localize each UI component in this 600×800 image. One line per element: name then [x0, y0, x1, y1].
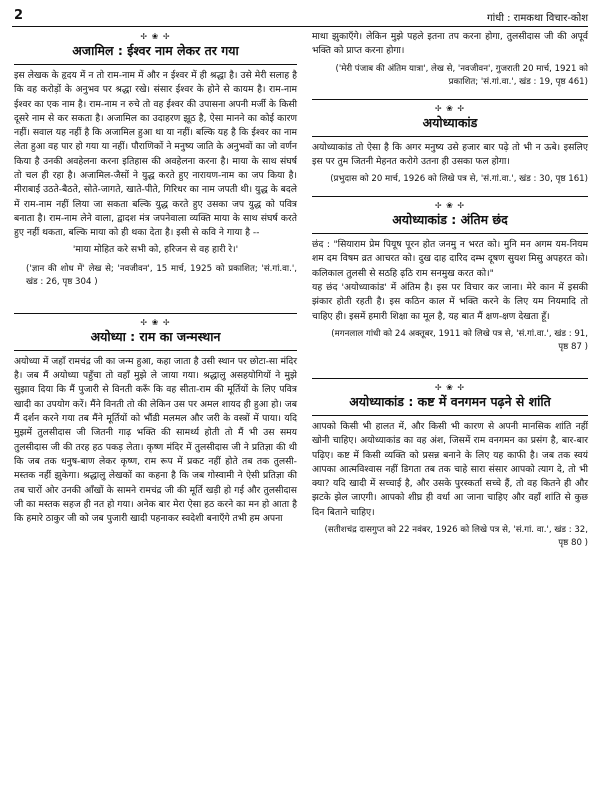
left-column: [14, 30, 297, 526]
verse-chhand: छंद : "सियाराम प्रेम पियूष पूरन होत जनमु न भरत को। मुनि मन अगम यम-नियम शम दम विषम व्रत आचरत को। दुख दाह दारिद दम्भ दूषण सुयश मिसु अपहरत को। कलिकाल तुलसी से सठहि ढ़ठि राम सनमुख करत को।": [312, 239, 588, 279]
header-rule: [12, 26, 588, 27]
section-divider: [312, 99, 588, 100]
source-citation: (मगनलाल गांधी को 24 अक्तूबर, 1911 को लिखे पत्र से, 'सं.गां.वा.', खंड : 91, पृष्ठ 87 ): [331, 328, 588, 352]
source-citation: (सतीशचंद्र दासगुप्त को 22 नवंबर, 1926 को लिखे पत्र से, 'सं.गां. वा.', खंड : 32, पृष्ठ 80 ): [324, 525, 588, 549]
section-title-antim-chhand: अयोध्याकांड : अंतिम छंद: [312, 211, 588, 234]
source-citation: ('मेरी पंजाब की अंतिम यात्रा', लेख से, 'नवजीवन', गुजराती 20 मार्च, 1921 को प्रकाशित; 'सं.गां.वा.', खंड : 19, पृष्ठ 461): [335, 63, 588, 87]
section-body-antim-chhand: यह छंद 'अयोध्याकांड' में अंतिम है। इस पर विचार कर जाना। मेरे कान में इसकी झंकार होती रहती है। इस कठिन काल में भक्ति करने के लिए यम नियमादि तो चाहिए ही। इसमें हमारी शिक्षा का मूल है, यह बात मैं क्षण-क्षण देखता हूँ।: [312, 282, 588, 322]
source-citation: ('ज्ञान की शोध में' लेख से; 'नवजीवन', 15 मार्च, 1925 को प्रकाशित; 'सं.गां.वा.', खंड : 26, पृष्ठ 304 ): [26, 263, 297, 287]
section-title-ayodhyakand: अयोध्याकांड: [312, 114, 588, 137]
running-title: गांधी : रामकथा विचार-कोश: [486, 13, 588, 24]
section-title-vangaman: अयोध्याकांड : कष्ट में वनगमन पढ़ने से शांति: [312, 393, 588, 416]
section-body-vangaman: आपको किसी भी हालत में, और किसी भी कारण से अपनी मानसिक शांति नहीं खोनी चाहिए। अयोध्याकांड का वह अंश, जिसमें राम वनगमन का प्रसंग है, बार-बार पढ़िए। कष्ट में किसी व्यक्ति को प्रसन्न बनाने के लिए यह काफी है। जब तक स्वयं आपका आत्मविश्वास नहीं डिगता तब तक चाहे सारा संसार आपको त्याग दे, तो भी क्या? यदि खादी में सच्चाई है, और उसके पुरस्कर्ता सच्चे हैं, तो वह कितने ही और झटके झेल जाएगी। आपको शीघ्र ही वर्धा आ जाना चाहिए और वहाँ शांति से कुछ दिन बिताने चाहिए।: [312, 420, 588, 518]
section-body-ayodhya: अयोध्या में जहाँ रामचंद्र जी का जन्म हुआ, कहा जाता है उसी स्थान पर छोटा-सा मंदिर है। जब मैं अयोध्या पहुँचा तो वहाँ मुझे ले जाया गया। श्रद्धालु असहयोगियों ने मुझे सुझाव दिया कि मैं पुजारी से विनती करूँ कि वह सीता-राम की मूर्तियों के लिए पवित्र खादी का उपयोग करें। मैंने विनती तो की लेकिन उस पर अमल शायद ही हुआ हो। जब मैं दर्शन करने गया तब मैंने मूर्तियों को भौंडी मलमल और जरी के वस्त्रों में पाया। यदि मुझमें तुलसीदास जी जितनी गाढ़ भक्ति की सामर्थ्य होती तो मैं भी उस समय तुलसीदास जी की तरह हठ पकड़ लेता। कृष्ण मंदिर में तुलसीदास जी ने प्रतिज्ञा की थी कि जब तक धनुष-बाण लेकर कृष्ण, राम रूप में प्रकट नहीं होते तब तक तुलसी-मस्तक नहीं झुकेगा। श्रद्धालु लेखकों का कहना है कि जब गोस्वामी ने ऐसी प्रतिज्ञा की तब चारों ओर उनकी आँखों के सामने रामचंद्र जी की मूर्ति खड़ी हो गई और तुलसीदास जी का मस्तक सहज ही नत हो गया। अनेक बार मेरा ऐसा हठ करने का मन हो आता है कि हमारे ठाकुर जी को जब पुजारी खादी पहनाकर स्वदेशी बनाएँगे तभी हम अपना: [14, 355, 297, 525]
section-divider: [312, 196, 588, 197]
section-body-ajamil: इस लेखक के हृदय में न तो राम-नाम में और न ईश्वर में ही श्रद्धा है। उसे मेरी सलाह है कि वह करोड़ों के अनुभव पर श्रद्धा रखे। संसार ईश्वर के होने से कायम है। राम-नाम ईश्वर का एक नाम है। राम-नाम न रुचे तो वह ईश्वर की उपासना अपनी मर्जी के किसी दूसरे नाम से कर सकता है। अजामिल का उदाहरण झूठ है, ऐसा मानने का कोई कारण नहीं। सवाल यह नहीं है कि अजामिल हुआ था या नहीं। बल्कि यह है कि ईश्वर का नाम लेता हुआ वह पार हो गया या नहीं। पौराणिकों ने मनुष्य जाति के अनुभवों का जो वर्णन किया है उनकी अवहेलना करना इतिहास की अवहेलना करना है। माया के साथ संघर्ष तो चल ही रहा है। अजामिल-जैसों ने युद्ध करते हुए नारायण-नाम का जप किया है। मीराबाई उठते-बैठते, सोते-जागते, खाते-पीते, गिरिधर का नाम जपती थी। युद्ध के बदले में राम-नाम नहीं लिया जा सकता बल्कि युद्ध करते हुए उसका जप युद्ध को पवित्र बनाता है। राम-नाम लेने वाला, द्वादश मंत्र जपनेवाला व्यक्ति माया के साथ संघर्ष करते हुए नहीं थकता, बल्कि माया को ही थका देता है। इसी से कवि ने गाया है --: [14, 70, 297, 239]
verse-quote: 'माया मोहित करे सभी को, हरिजन से वह हारी रे।': [72, 243, 239, 255]
flourish-ornament: ✢ ❀ ✢: [140, 32, 171, 41]
section-divider: [312, 378, 588, 379]
page-number: 2: [14, 8, 24, 23]
flourish-ornament: ✢ ❀ ✢: [434, 201, 466, 211]
section-divider: [14, 313, 297, 314]
section-title-ajamil: अजामिल : ईश्वर नाम लेकर तर गया: [14, 42, 297, 65]
section-body-ayodhyakand: अयोध्याकांड तो ऐसा है कि अगर मनुष्य उसे हजार बार पढ़े तो भी न ऊबे। इसलिए इस पर तुम जितनी मेहनत करोगे उतना ही उसका फल होगा।: [312, 141, 588, 167]
flourish-ornament: ✢ ❀ ✢: [434, 103, 466, 113]
section-title-ayodhya: अयोध्या : राम का जन्मस्थान: [14, 328, 297, 351]
right-column: [312, 30, 588, 550]
continued-text: माथा झुकाएँगे। लेकिन मुझे पहले इतना तप करना होगा, तुलसीदास जी की अपूर्व भक्ति को प्राप्त करना होगा।: [312, 31, 588, 57]
source-citation: (प्रभुदास को 20 मार्च, 1926 को लिखे पत्र से, 'सं.गां.वा.', खंड : 30, पृष्ठ 161): [330, 174, 588, 185]
flourish-ornament: ✢ ❀ ✢: [434, 382, 466, 392]
flourish-ornament: ✢ ❀ ✢: [140, 317, 171, 327]
